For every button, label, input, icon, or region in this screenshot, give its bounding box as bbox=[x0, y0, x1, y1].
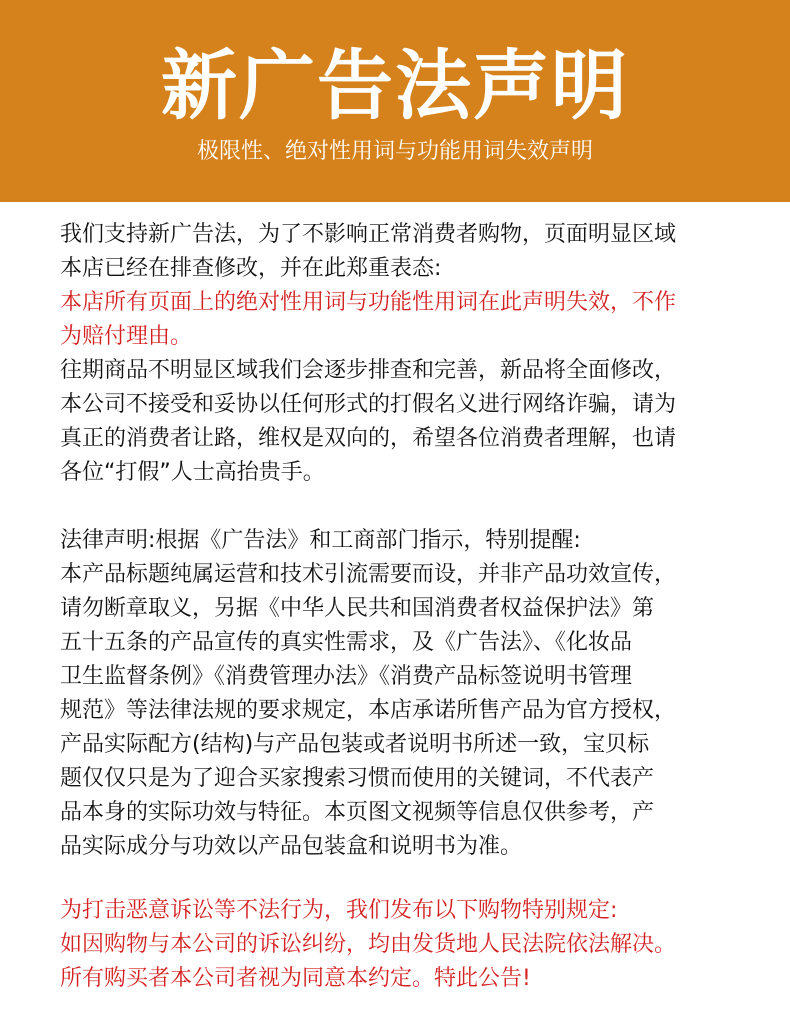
intro-paragraph: 我们支持新广告法，为了不影响正常消费者购物，页面明显区域 本店已经在排查修改，并在此郑重表态: bbox=[60, 222, 677, 281]
legal-heading: 法律声明:根据《广告法》和工商部门指示，特别提醒: bbox=[60, 528, 581, 553]
special-notice: 为打击恶意诉讼等不法行为，我们发布以下购物特别规定: 如因购物与本公司的诉讼纠纷，均由发货地人民法院依法解决。 所有购买者本公司者视为同意本约定。特此公告! bbox=[60, 898, 677, 991]
spacer bbox=[60, 490, 760, 524]
page-subtitle: 极限性、绝对性用词与功能用词失效声明 bbox=[196, 139, 593, 164]
legal-paragraph: 本产品标题纯属运营和技术引流需要而设，并非产品功效宣传， 请勿断章取义，另据《中华人民共和国消费者权益保护法》第 五十五条的产品宣传的真实性需求，及《广告法》、《化妆品 卫生监督条例》《消费管理办法》《消费产品标签说明书管理 规范》等法律法规的要求规定，本店承诺所售产品为官方授权， 产品实际配方(结构)与产品包装或者说明书所述一致，宝贝标 题仅仅只是为了迎合买家搜索习惯而使用的关键词，不代表产 品本身的实际功效与特征。本页图文视频等信息仅供参考，产 品实际成分与功效以产品包装盒和说明书为准。 bbox=[60, 562, 677, 859]
page-title: 新广告法声明 bbox=[161, 41, 629, 130]
spacer bbox=[60, 864, 760, 894]
statement-content bbox=[60, 218, 760, 996]
invalidation-warning: 本店所有页面上的绝对性用词与功能性用词在此声明失效，不作 为赔付理由。 bbox=[60, 290, 677, 349]
header-banner bbox=[0, 0, 790, 202]
policy-paragraph: 往期商品不明显区域我们会逐步排查和完善，新品将全面修改， 本公司不接受和妥协以任何形式的打假名义进行网络诈骗，请为 真正的消费者让路，维权是双向的，希望各位消费者理解，也请 各位“打假”人士高抬贵手。 bbox=[60, 358, 677, 485]
